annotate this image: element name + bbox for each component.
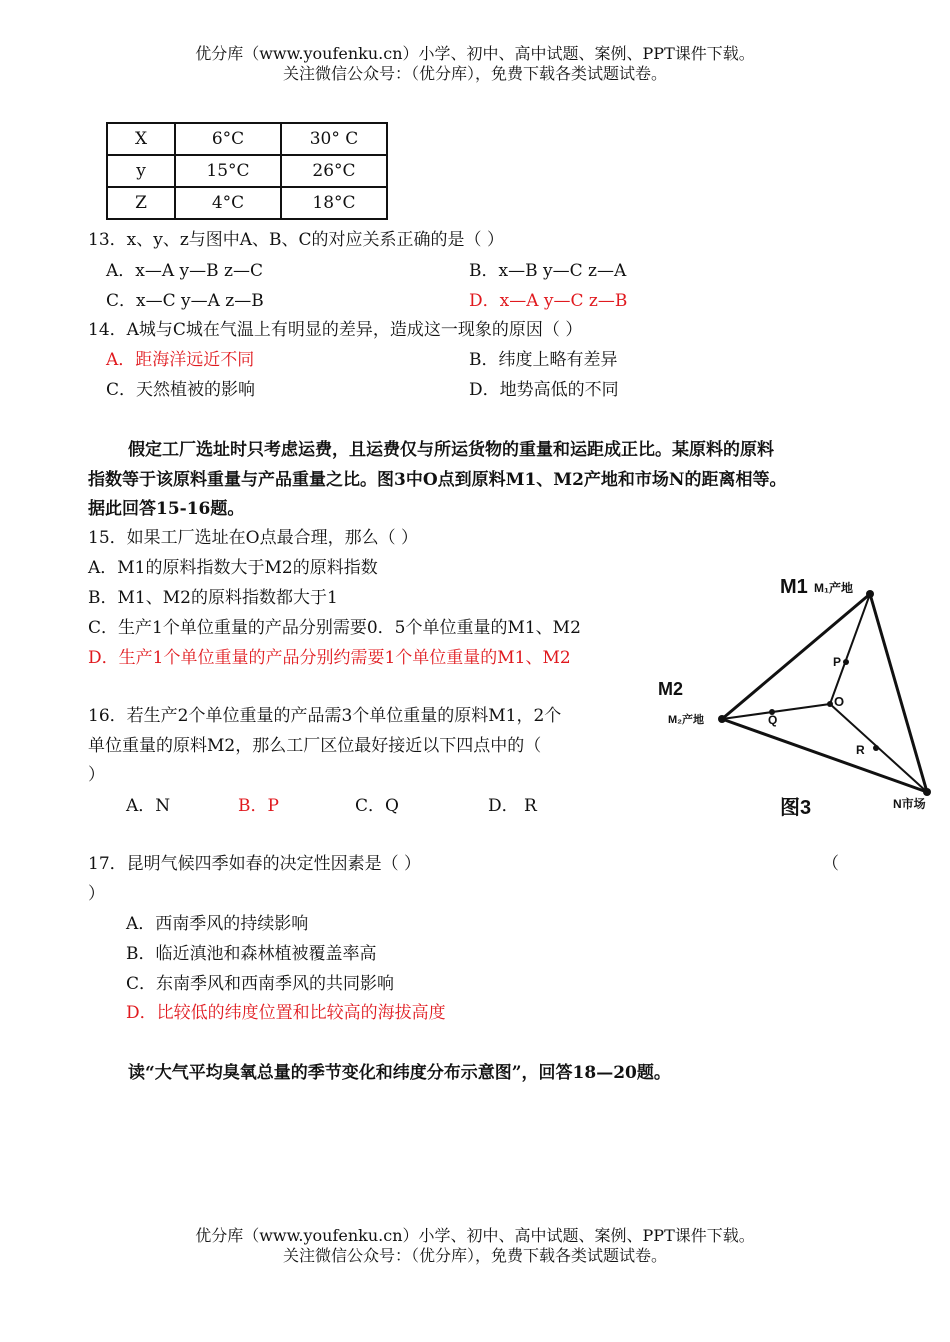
label-m2: M2 bbox=[658, 679, 684, 699]
intro-paragraph-line-1: 假定工厂选址时只考虑运费，且运费仅与所运货物的重量和运距成正比。某原料的原料 bbox=[128, 440, 774, 460]
q17-option-d-answer: D．比较低的纬度位置和比较高的海拔高度 bbox=[126, 1003, 446, 1023]
q14-option-a-answer: A．距海洋远近不同 bbox=[106, 350, 255, 370]
q15-option-d-answer: D．生产1个单位重量的产品分别约需要1个单位重量的M1、M2 bbox=[88, 648, 571, 668]
header-line-2: 关注微信公众号：（优分库），免费下载各类试题试卷。 bbox=[282, 64, 667, 83]
label-p: P bbox=[833, 655, 842, 669]
table-cell: 18°C bbox=[281, 187, 387, 219]
q14-option-d: D．地势高低的不同 bbox=[469, 380, 619, 400]
q16-option-c: C．Q bbox=[355, 796, 399, 816]
table-cell: 4°C bbox=[175, 187, 281, 219]
q16-stem-line-2: 单位重量的原料M2，那么工厂区位最好接近以下四点中的（ bbox=[88, 736, 542, 756]
node-o bbox=[827, 701, 833, 707]
label-r: R bbox=[856, 743, 865, 757]
table-cell: Z bbox=[107, 187, 175, 219]
label-n-market: N市场 bbox=[893, 797, 926, 811]
table-cell: X bbox=[107, 123, 175, 155]
q17-stem: 17．昆明气候四季如春的决定性因素是（ ） bbox=[88, 854, 422, 874]
intro-paragraph-line-3: 据此回答15-16题。 bbox=[88, 499, 245, 519]
node-r bbox=[873, 745, 879, 751]
q17-option-b: B．临近滇池和森林植被覆盖率高 bbox=[126, 944, 377, 964]
node-m2 bbox=[718, 715, 726, 723]
label-o: O bbox=[834, 694, 845, 709]
temperature-table bbox=[106, 122, 388, 220]
q16-option-a: A．N bbox=[126, 796, 171, 816]
table-cell: 30° C bbox=[281, 123, 387, 155]
q15-option-a: A．M1的原料指数大于M2的原料指数 bbox=[88, 558, 378, 578]
q14-option-b: B．纬度上略有差异 bbox=[469, 350, 618, 370]
q13-option-a: A．x—A y—B z—C bbox=[106, 261, 264, 281]
table-row bbox=[107, 187, 387, 219]
label-m2-origin: M₂产地 bbox=[668, 714, 705, 726]
q16-option-b-answer: B．P bbox=[238, 796, 279, 816]
q13-stem: 13．x、y、z与图中A、B、C的对应关系正确的是（ ） bbox=[88, 230, 504, 250]
q17-stray-paren-open: （ bbox=[822, 854, 839, 874]
label-q: Q bbox=[768, 713, 778, 727]
figure-caption: 图3 bbox=[780, 797, 812, 819]
node-p bbox=[843, 659, 849, 665]
table-row bbox=[107, 123, 387, 155]
q17-stray-paren-close: ） bbox=[88, 884, 105, 904]
q13-option-d-answer: D．x—A y—C z—B bbox=[469, 291, 628, 311]
figure-3-diagram bbox=[648, 562, 940, 832]
q16-stem-line-1: 16．若生产2个单位重量的产品需3个单位重量的原料M1，2个 bbox=[88, 706, 562, 726]
table-row bbox=[107, 155, 387, 187]
q15-option-b: B．M1、M2的原料指数都大于1 bbox=[88, 588, 338, 608]
label-m1-origin: M₁产地 bbox=[814, 581, 853, 595]
q16-option-d: D． R bbox=[488, 796, 537, 816]
node-n bbox=[923, 788, 931, 796]
edge-m2-n bbox=[722, 719, 927, 792]
q15-stem: 15．如果工厂选址在O点最合理，那么（ ） bbox=[88, 528, 418, 548]
q15-option-c: C．生产1个单位重量的产品分别需要0．5个单位重量的M1、M2 bbox=[88, 618, 581, 638]
q17-option-a: A．西南季风的持续影响 bbox=[126, 914, 309, 934]
q13-option-c: C．x—C y—A z—B bbox=[106, 291, 264, 311]
header-line-1: 优分库（www.youfenku.cn）小学、初中、高中试题、案例、PPT课件下载。 bbox=[195, 44, 755, 63]
node-m1 bbox=[866, 590, 874, 598]
intro-paragraph-line-2: 指数等于该原料重量与产品重量之比。图3中O点到原料M1、M2产地和市场N的距离相等。 bbox=[88, 470, 787, 490]
label-m1: M1 bbox=[780, 576, 808, 598]
intro-18-20: 读“大气平均臭氧总量的季节变化和纬度分布示意图”，回答18—20题。 bbox=[128, 1063, 671, 1083]
table-cell: 26°C bbox=[281, 155, 387, 187]
footer-line-2: 关注微信公众号：（优分库），免费下载各类试题试卷。 bbox=[282, 1246, 667, 1265]
q16-stem-line-3: ） bbox=[88, 765, 105, 785]
table-cell: 15°C bbox=[175, 155, 281, 187]
table-cell: y bbox=[107, 155, 175, 187]
q13-option-b: B．x—B y—C z—A bbox=[469, 261, 627, 281]
footer-line-1: 优分库（www.youfenku.cn）小学、初中、高中试题、案例、PPT课件下载。 bbox=[195, 1226, 755, 1245]
q14-option-c: C．天然植被的影响 bbox=[106, 380, 256, 400]
table-cell: 6°C bbox=[175, 123, 281, 155]
edge-m1-n bbox=[870, 594, 927, 792]
q14-stem: 14．A城与C城在气温上有明显的差异，造成这一现象的原因（ ） bbox=[88, 320, 583, 340]
q17-option-c: C．东南季风和西南季风的共同影响 bbox=[126, 974, 395, 994]
